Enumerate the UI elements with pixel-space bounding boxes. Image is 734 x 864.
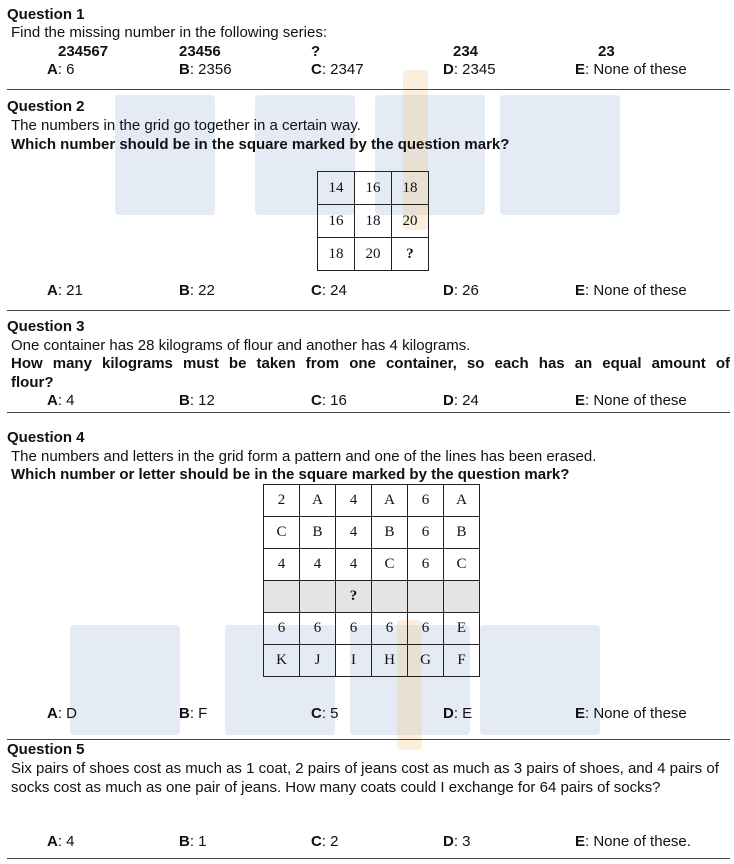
grid-cell: K bbox=[264, 645, 300, 677]
option-c[interactable] bbox=[311, 392, 347, 410]
grid-cell: 6 bbox=[408, 613, 444, 645]
grid-row bbox=[264, 613, 480, 645]
option-value: : E bbox=[453, 705, 473, 722]
divider bbox=[7, 310, 730, 311]
option-b[interactable] bbox=[179, 833, 207, 851]
question-title: Question 2 bbox=[7, 98, 85, 115]
option-value: : 5 bbox=[321, 705, 339, 722]
option-value: : None of these bbox=[585, 282, 687, 299]
option-e[interactable] bbox=[575, 392, 687, 410]
option-key: A bbox=[47, 282, 58, 299]
option-a[interactable] bbox=[47, 833, 75, 851]
option-e[interactable] bbox=[575, 705, 687, 723]
question-title: Question 4 bbox=[7, 429, 85, 446]
option-e[interactable] bbox=[575, 833, 691, 851]
option-value: : 1 bbox=[189, 833, 207, 850]
grid-cell: 4 bbox=[336, 485, 372, 517]
grid-cell: 4 bbox=[336, 549, 372, 581]
grid-cell: 20 bbox=[392, 205, 429, 238]
option-e[interactable] bbox=[575, 61, 687, 79]
question-title: Question 3 bbox=[7, 318, 85, 335]
option-key: B bbox=[179, 705, 190, 722]
option-c[interactable] bbox=[311, 282, 347, 300]
question-title: Question 1 bbox=[7, 6, 85, 23]
option-key: B bbox=[179, 833, 190, 850]
option-value: : 3 bbox=[453, 833, 471, 850]
grid-cell: 18 bbox=[318, 238, 355, 271]
grid-cell: 6 bbox=[408, 517, 444, 549]
grid-cell: 14 bbox=[318, 172, 355, 205]
grid-cell: B bbox=[372, 517, 408, 549]
option-d[interactable] bbox=[443, 392, 479, 410]
grid-cell bbox=[372, 581, 408, 613]
grid-row bbox=[264, 549, 480, 581]
option-key: B bbox=[179, 392, 190, 409]
option-b[interactable] bbox=[179, 61, 232, 79]
grid-cell: 16 bbox=[355, 172, 392, 205]
grid-cell: 4 bbox=[300, 549, 336, 581]
option-c[interactable] bbox=[311, 833, 339, 851]
grid-cell: B bbox=[444, 517, 480, 549]
grid-cell: 18 bbox=[355, 205, 392, 238]
question-text: The numbers in the grid go together in a certain way. bbox=[11, 117, 361, 134]
grid-cell: I bbox=[336, 645, 372, 677]
grid-cell bbox=[300, 581, 336, 613]
grid-cell: 16 bbox=[318, 205, 355, 238]
option-key: C bbox=[311, 282, 322, 299]
option-key: E bbox=[575, 61, 586, 78]
grid-cell: C bbox=[372, 549, 408, 581]
question-text: Six pairs of shoes cost as much as 1 coat, 2 pairs of jeans cost as much as 3 pairs of shoes, and 4 pairs of socks cost as much as one pair of jeans. How many coats could I exchange for 64 pairs of socks? bbox=[11, 760, 719, 796]
option-key: C bbox=[311, 833, 322, 850]
option-key: D bbox=[443, 833, 454, 850]
option-value: : D bbox=[57, 705, 78, 722]
grid-cell: 6 bbox=[408, 549, 444, 581]
series-term: ? bbox=[311, 43, 321, 60]
divider bbox=[7, 739, 730, 740]
grid-cell bbox=[444, 581, 480, 613]
grid-cell: F bbox=[444, 645, 480, 677]
option-value: : None of these bbox=[585, 61, 687, 78]
option-key: A bbox=[47, 61, 58, 78]
grid-cell-question: ? bbox=[336, 581, 372, 613]
grid-cell: 6 bbox=[336, 613, 372, 645]
divider bbox=[7, 89, 730, 90]
question-prompt: Which number or letter should be in the square marked by the question mark? bbox=[11, 466, 570, 483]
option-value: : 24 bbox=[453, 392, 479, 409]
grid-cell bbox=[264, 581, 300, 613]
series-term: 234 bbox=[453, 43, 479, 60]
option-a[interactable] bbox=[47, 392, 75, 410]
option-value: : 12 bbox=[189, 392, 215, 409]
grid-cell: 6 bbox=[408, 485, 444, 517]
option-key: E bbox=[575, 392, 586, 409]
grid-cell: 20 bbox=[355, 238, 392, 271]
question-prompt-line1: How many kilograms must be taken from one container, so each has an equal amount of bbox=[11, 355, 730, 372]
option-value: : 21 bbox=[57, 282, 83, 299]
option-key: A bbox=[47, 705, 58, 722]
option-b[interactable] bbox=[179, 282, 215, 300]
grid-cell: A bbox=[444, 485, 480, 517]
grid-cell bbox=[408, 581, 444, 613]
grid-row bbox=[264, 645, 480, 677]
option-key: B bbox=[179, 282, 190, 299]
option-value: : None of these bbox=[585, 705, 687, 722]
grid-cell: A bbox=[372, 485, 408, 517]
option-value: : 4 bbox=[57, 392, 75, 409]
grid-cell: J bbox=[300, 645, 336, 677]
option-value: : 2345 bbox=[453, 61, 496, 78]
grid-cell: 2 bbox=[264, 485, 300, 517]
divider bbox=[7, 412, 730, 413]
option-a[interactable] bbox=[47, 61, 75, 79]
grid-cell: 6 bbox=[300, 613, 336, 645]
option-key: C bbox=[311, 705, 322, 722]
pattern-grid bbox=[263, 484, 480, 677]
grid-cell: 4 bbox=[336, 517, 372, 549]
grid-cell: G bbox=[408, 645, 444, 677]
grid-cell: 4 bbox=[264, 549, 300, 581]
option-key: C bbox=[311, 392, 322, 409]
option-key: D bbox=[443, 61, 454, 78]
question-text: Find the missing number in the following series: bbox=[11, 24, 327, 41]
option-key: A bbox=[47, 392, 58, 409]
question-prompt-line2: flour? bbox=[11, 374, 54, 391]
option-key: D bbox=[443, 392, 454, 409]
grid-cell: A bbox=[300, 485, 336, 517]
number-grid bbox=[317, 171, 429, 271]
grid-cell: H bbox=[372, 645, 408, 677]
series-term: 23 bbox=[598, 43, 615, 60]
option-value: : None of these. bbox=[585, 833, 691, 850]
grid-row bbox=[264, 485, 480, 517]
option-d[interactable] bbox=[443, 61, 496, 79]
option-c[interactable] bbox=[311, 61, 364, 79]
question-text: The numbers and letters in the grid form a pattern and one of the lines has been erased. bbox=[11, 448, 597, 465]
series-term: 234567 bbox=[58, 43, 109, 60]
divider bbox=[7, 858, 730, 859]
option-value: : F bbox=[189, 705, 208, 722]
option-key: E bbox=[575, 833, 586, 850]
option-a[interactable] bbox=[47, 705, 77, 723]
option-key: E bbox=[575, 705, 586, 722]
option-a[interactable] bbox=[47, 282, 83, 300]
grid-row bbox=[264, 517, 480, 549]
grid-cell: 6 bbox=[264, 613, 300, 645]
option-key: C bbox=[311, 61, 322, 78]
option-d[interactable] bbox=[443, 705, 472, 723]
question-title: Question 5 bbox=[7, 741, 85, 758]
option-e[interactable] bbox=[575, 282, 687, 300]
option-value: : 2 bbox=[321, 833, 339, 850]
series-term: 23456 bbox=[179, 43, 221, 60]
question-text: One container has 28 kilograms of flour and another has 4 kilograms. bbox=[11, 337, 471, 354]
option-value: : 4 bbox=[57, 833, 75, 850]
option-b[interactable] bbox=[179, 705, 207, 723]
grid-cell: C bbox=[264, 517, 300, 549]
grid-row bbox=[264, 581, 480, 613]
option-value: : 2347 bbox=[321, 61, 364, 78]
option-key: E bbox=[575, 282, 586, 299]
option-c[interactable] bbox=[311, 705, 339, 723]
option-d[interactable] bbox=[443, 282, 479, 300]
option-value: : 22 bbox=[189, 282, 215, 299]
option-key: B bbox=[179, 61, 190, 78]
grid-cell: C bbox=[444, 549, 480, 581]
option-value: : 24 bbox=[321, 282, 347, 299]
option-key: D bbox=[443, 282, 454, 299]
option-b[interactable] bbox=[179, 392, 215, 410]
grid-cell: 18 bbox=[392, 172, 429, 205]
option-value: : 6 bbox=[57, 61, 75, 78]
question-prompt: Which number should be in the square marked by the question mark? bbox=[11, 136, 510, 153]
grid-cell: E bbox=[444, 613, 480, 645]
grid-cell-question: ? bbox=[392, 238, 429, 271]
grid-cell: B bbox=[300, 517, 336, 549]
grid-cell: 6 bbox=[372, 613, 408, 645]
option-key: D bbox=[443, 705, 454, 722]
option-value: : 26 bbox=[453, 282, 479, 299]
option-value: : 2356 bbox=[189, 61, 232, 78]
option-d[interactable] bbox=[443, 833, 471, 851]
option-value: : None of these bbox=[585, 392, 687, 409]
option-value: : 16 bbox=[321, 392, 347, 409]
option-key: A bbox=[47, 833, 58, 850]
